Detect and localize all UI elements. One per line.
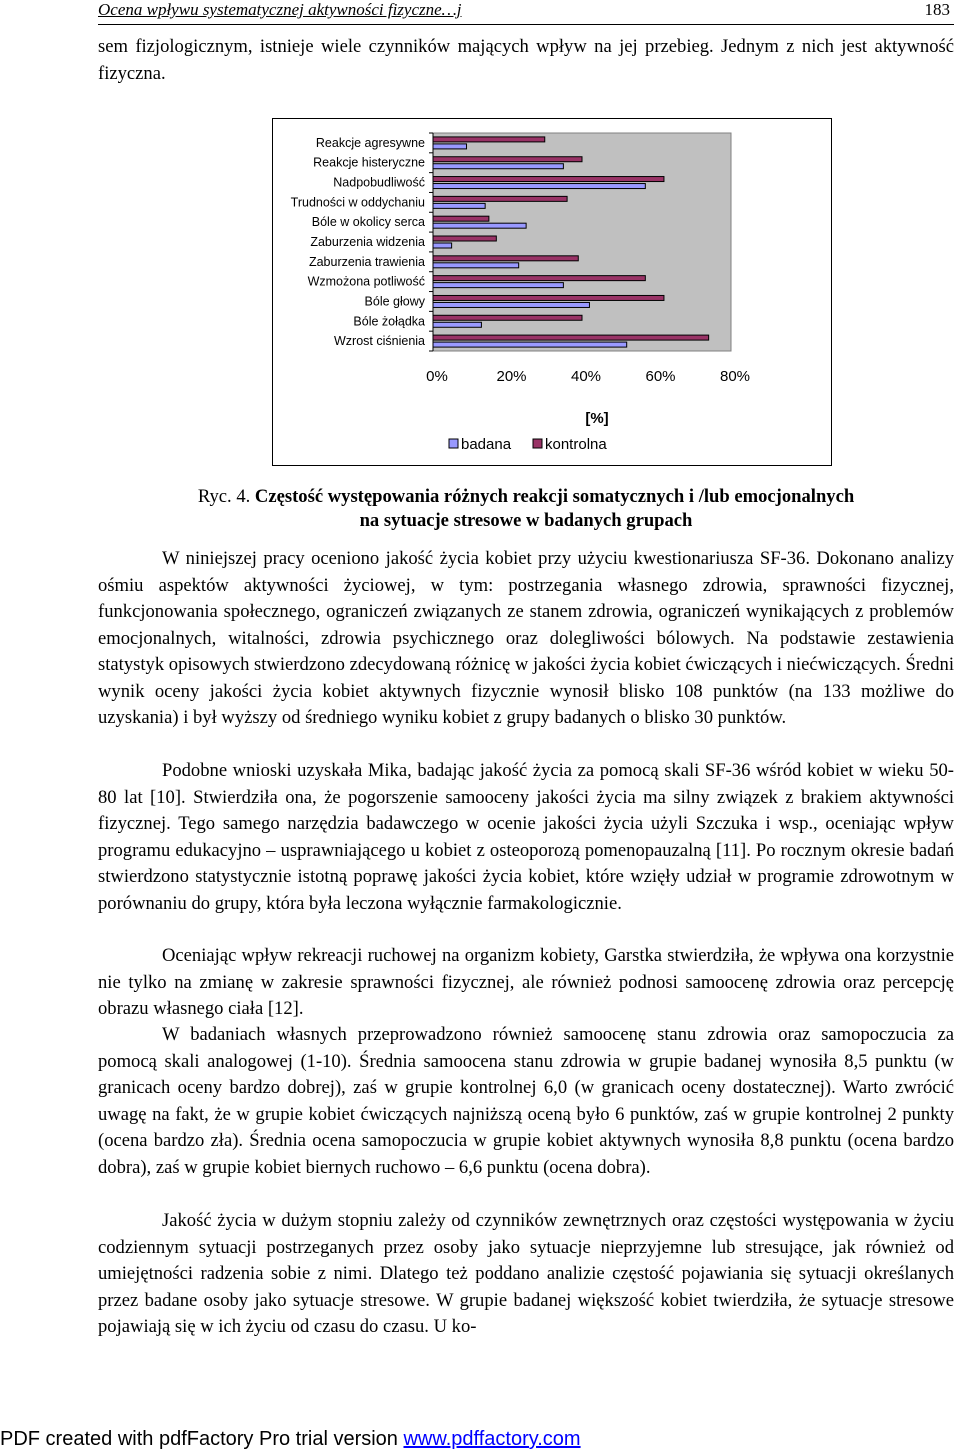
chart-svg	[273, 119, 831, 465]
bar-badana	[433, 283, 563, 288]
footer-link[interactable]: www.pdffactory.com	[403, 1428, 581, 1450]
bar-badana	[433, 144, 467, 149]
bar-kontrolna	[433, 295, 664, 300]
category-label: Nadpobudliwość	[333, 175, 425, 190]
pdf-footer	[0, 1428, 960, 1456]
category-label: Trudności w oddychaniu	[290, 195, 425, 210]
bar-badana	[433, 223, 526, 228]
paragraph-4: W badaniach własnych przeprowadzono również samoocenę stanu zdrowia oraz samopoczucia za pomocą skali analogowej (1-10). Średnia samoocena stanu zdrowia w grupie badanej wynosiła 8,5 punktu (w granicach oceny bardzo dobrej), zaś w grupie kontrolnej 6,0 (w granicach oceny dostatecznej). Warto zwrócić uwagę na fakt, że w grupie kobiet ćwiczących najniższą oceną było 6 punktów, zaś w grupie kontrolnej 2 punkty (ocena bardzo zła). Średnia ocena samopoczucia w grupie kobiet aktywnych wynosiła 8,8 punktu (ocena bardzo dobra), zaś w grupie kobiet biernych ruchowo – 6,6 punktu (ocena dobra).	[98, 1024, 954, 1178]
page-number: 183	[924, 0, 950, 19]
category-label: Zaburzenia trawienia	[308, 254, 425, 269]
bar-kontrolna	[433, 335, 709, 340]
paragraph-2: Podobne wnioski uzyskała Mika, badając jakość życia za pomocą skali SF-36 wśród kobiet w wieku 50-80 lat [10]. Stwierdziła ona, że pogorszenie samooceny jakości życia ma silny związek z brakiem aktywności fizycznej. Tego samego narzędzia badawczego w ocenie jakości życia użyli Szczuka i wsp., oceniając wpływ programu edukacyjno – usprawniającego u kobiet z osteoporozą pomenopauzalną [11]. Po rocznym okresie badań stwierdzono statystycznie istotną poprawę jakości życia kobiet, które wzięły udział w programie zdrowotnym w porównaniu do grupy, która była leczona wyłącznie farmakologicznie.	[98, 760, 954, 914]
figure-caption	[98, 485, 954, 533]
footer-text: PDF created with pdfFactory Pro trial version	[0, 1428, 404, 1450]
category-label: Zaburzenia widzenia	[310, 235, 425, 249]
bar-badana	[433, 184, 645, 189]
bar-kontrolna	[433, 177, 664, 182]
x-tick-label: 60%	[645, 368, 676, 385]
bar-kontrolna	[433, 196, 567, 201]
legend-swatch-kontrolna	[533, 439, 542, 448]
bar-kontrolna	[433, 315, 582, 320]
bar-kontrolna	[433, 236, 496, 241]
bar-badana	[433, 203, 485, 208]
paragraph-5: Jakość życia w dużym stopniu zależy od czynników zewnętrznych oraz częstości występowania w życiu codziennym sytuacji postrzeganych przez osoby jako sytuacje nieprzyjemne lub stresujące, jak również od umiejętności radzenia sobie z nimi. Dlatego też poddano analizie częstość pojawiania się sytuacji określanych przez badane osoby jako sytuacje stresowe. W grupie badanej większość kobiet twierdziła, że sytuacje stresowe pojawiają się w ich życiu od czasu do czasu. U ko-	[98, 1210, 954, 1337]
category-label: Bóle w okolicy serca	[311, 215, 425, 230]
bar-badana	[433, 164, 563, 169]
bar-kontrolna	[433, 157, 582, 162]
caption-line2: na sytuacje stresowe w badanych grupach	[359, 510, 693, 531]
bar-badana	[433, 243, 452, 248]
bar-kontrolna	[433, 137, 545, 142]
legend-label-kontrolna: kontrolna	[545, 436, 607, 453]
legend-label-badana: badana	[461, 436, 512, 453]
legend-swatch-badana	[449, 439, 458, 448]
bar-kontrolna	[433, 256, 578, 261]
paragraph-3: Oceniając wpływ rekreacji ruchowej na organizm kobiety, Garstka stwierdziła, że wpływa ona korzystnie nie tylko na zmianę w zakresie sprawności fizycznej, ale również podnosi samoocenę zdrowia oraz percepcję obrazu własnego ciała [12].	[98, 945, 954, 1019]
x-tick-label: 40%	[570, 368, 602, 385]
bar-badana	[433, 322, 481, 327]
bar-kontrolna	[433, 276, 645, 281]
category-label: Bóle żołądka	[353, 314, 425, 329]
figure-chart	[272, 118, 832, 466]
category-label: Wzrost ciśnienia	[334, 334, 425, 349]
x-tick-label: 20%	[496, 368, 527, 385]
bar-badana	[433, 302, 589, 307]
figure-label: Ryc. 4.	[197, 486, 251, 507]
bar-badana	[433, 342, 627, 347]
category-label: Reakcje agresywne	[315, 135, 425, 150]
category-label: Bóle głowy	[364, 294, 425, 309]
category-label: Wzmożona potliwość	[307, 274, 425, 289]
paragraph-1: W niniejszej pracy oceniono jakość życia kobiet przy użyciu kwestionariusza SF-36. Dokonano analizy ośmiu aspektów aktywności życiowej, w tym: postrzegania własnego zdrowia, sprawności fizycznej, funkcjonowania społecznego, ograniczeń związanych ze stanem zdrowia, ograniczeń wynikających z problemów emocjonalnych, witalności, zdrowia psychicznego oraz dolegliwości bólowych. Na podstawie zestawienia statystyk opisowych stwierdzono zdecydowaną różnicę w jakości życia kobiet ćwiczących i niećwiczących. Średni wynik oceny jakości życia kobiet aktywnych fizycznie wynosił blisko 108 punktów (na 133 możliwe do uzyskania) i był wyższy od średniego wyniku kobiet z grupy badanych o blisko 30 punktów.	[98, 548, 954, 728]
x-axis-label: [%]	[585, 410, 609, 427]
x-tick-label: 80%	[719, 368, 751, 385]
running-title: Ocena wpływu systematycznej aktywności fizyczne…j	[98, 0, 462, 19]
bar-kontrolna	[433, 216, 489, 221]
intro-paragraph: sem fizjologicznym, istnieje wiele czynników mających wpływ na jej przebieg. Jednym z nich jest aktywność fizyczna.	[98, 36, 954, 84]
category-label: Reakcje histeryczne	[313, 155, 425, 170]
running-header	[98, 0, 954, 25]
x-tick-label: 0%	[426, 368, 448, 385]
caption-line1: Częstość występowania różnych reakcji somatycznych i /lub emocjonalnych	[254, 486, 855, 507]
bar-badana	[433, 263, 519, 268]
